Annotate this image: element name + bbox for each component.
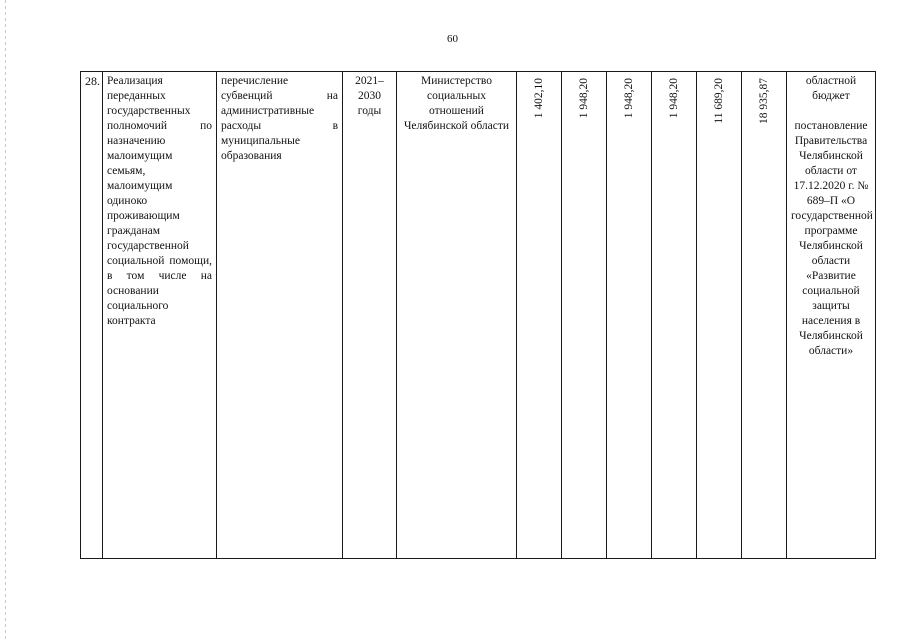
amount-cell-4 — [652, 72, 697, 559]
amount-value: 1 402,10 — [533, 78, 545, 119]
measure-action: перечисление субвенций на административные расходы в муниципальные образования — [217, 72, 343, 559]
amount-value: 1 948,20 — [668, 78, 680, 119]
amount-value: 11 689,20 — [713, 78, 725, 124]
amount-cell-3 — [607, 72, 652, 559]
scan-edge-shadow — [5, 0, 6, 640]
amount-value: 18 935,87 — [758, 78, 770, 124]
responsible-executor: Министерство социальных отношений Челябинской области — [397, 72, 517, 559]
measure-name: Реализация переданных государственных полномочий по назначению малоимущим семьям, малоимущим одиноко проживающим гражданам государственной социальной помощи, в том числе на основании социального контракта — [103, 72, 217, 559]
amount-cell-6 — [742, 72, 787, 559]
amount-cell-1 — [517, 72, 562, 559]
amount-value: 1 948,20 — [578, 78, 590, 119]
funding-source — [787, 72, 876, 559]
row-number: 28. — [81, 72, 103, 559]
program-table — [80, 71, 876, 559]
amount-value: 1 948,20 — [623, 78, 635, 119]
source-budget: областной бюджет — [805, 75, 857, 102]
amount-cell-5 — [697, 72, 742, 559]
table-row — [81, 72, 876, 559]
page-number: 60 — [447, 33, 458, 45]
implementation-period: 2021–2030 годы — [343, 72, 397, 559]
amount-cell-2 — [562, 72, 607, 559]
source-document: постановление Правительства Челябинской области от 17.12.2020 г. № 689–П «О государственной программе Челябинской области «Развитие социальной защиты населения в Челябинской области» — [791, 120, 873, 357]
